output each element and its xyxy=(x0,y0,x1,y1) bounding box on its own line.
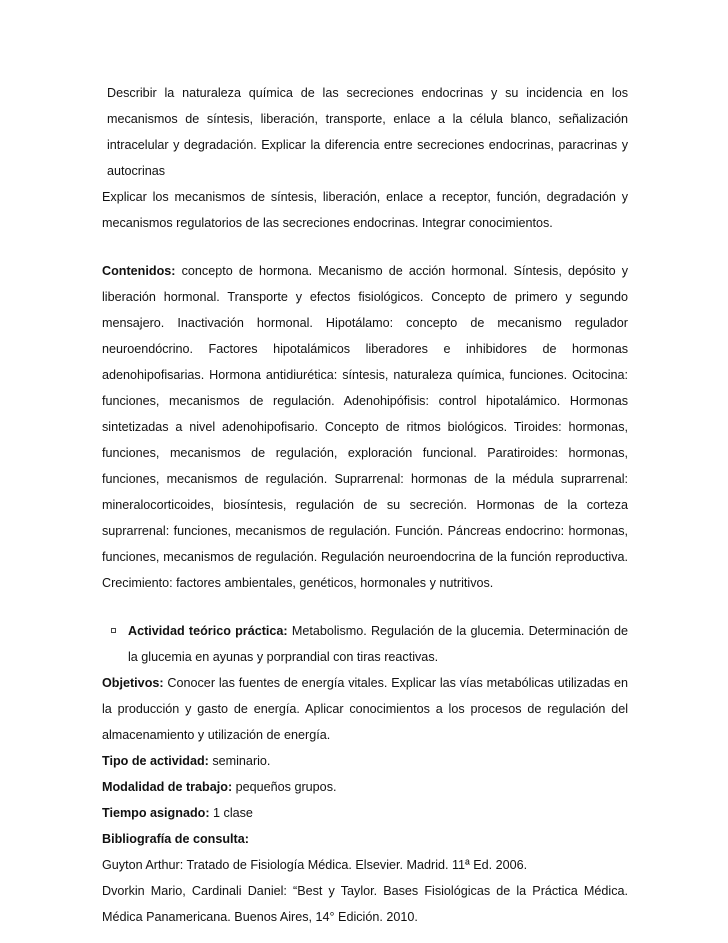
tiempo-label: Tiempo asignado: xyxy=(102,806,210,820)
modalidad-value: pequeños grupos. xyxy=(232,780,337,794)
actividad-text: Metabolismo. Regulación de la glucemia. Determinación de la glucemia en ayunas y porprandial con tiras reactivas. xyxy=(128,624,629,664)
document-page xyxy=(102,80,628,930)
objetivos-label: Objetivos: xyxy=(102,676,164,690)
spacer xyxy=(102,596,628,618)
tiempo-line xyxy=(102,800,628,826)
objetivos-paragraph xyxy=(102,670,628,748)
tiempo-value: 1 clase xyxy=(209,806,253,820)
objetivos-text: Conocer las fuentes de energía vitales. Explicar las vías metabólicas utilizadas en la producción y gasto de energía. Aplicar conocimientos a los procesos de regulación del almacenamiento y utilización de energía. xyxy=(102,676,628,742)
contenidos-paragraph xyxy=(102,258,628,596)
actividad-paragraph xyxy=(102,618,628,670)
intro-paragraph-1: Describir la naturaleza química de las secreciones endocrinas y su incidencia en los mecanismos de síntesis, liberación, transporte, enlace a la célula blanco, señalización intracelular y degradación. Explicar la diferencia entre secreciones endocrinas, paracrinas y autocrinas xyxy=(107,86,628,178)
tipo-actividad-value: seminario. xyxy=(208,754,271,768)
tipo-actividad-label: Tipo de actividad: xyxy=(102,754,209,768)
intro-paragraph-2: Explicar los mecanismos de síntesis, liberación, enlace a receptor, función, degradación y mecanismos regulatorios de las secreciones endocrinas. Integrar conocimientos. xyxy=(102,190,628,230)
contenidos-label: Contenidos: xyxy=(102,264,176,278)
square-bullet-icon xyxy=(111,628,116,633)
spacer xyxy=(102,236,628,258)
tipo-actividad-line xyxy=(102,748,628,774)
bibliografia-ref-1: Guyton Arthur: Tratado de Fisiología Médica. Elsevier. Madrid. 11ª Ed. 2006. xyxy=(102,858,528,872)
bibliografia-ref-2: Dvorkin Mario, Cardinali Daniel: “Best y Taylor. Bases Fisiológicas de la Práctica Médica. Médica Panamericana. Buenos Aires, 14° Edición. 2010. xyxy=(102,884,628,924)
actividad-label: Actividad teórico práctica: xyxy=(128,624,288,638)
bibliografia-heading xyxy=(102,826,628,852)
contenidos-text: concepto de hormona. Mecanismo de acción hormonal. Síntesis, depósito y liberación hormonal. Transporte y efectos fisiológicos. Concepto de primero y segundo mensajero. Inactivación hormonal. Hipotálamo: concepto de mecanismo regulador neuroendócrino. Factores hipotalámicos liberadores e inhibidores de hormonas adenohipofisarias. Hormona antidiurética: síntesis, naturaleza química, funciones. Ocitocina: funciones, mecanismos de regulación. Adenohipófisis: control hipotalámico. Hormonas sintetizadas a nivel adenohipofisario. Concepto de ritmos biológicos. Tiroides: hormonas, funciones, mecanismos de regulación, exploración funcional. Paratiroides: hormonas, funciones, mecanismos de regulación. Suprarrenal: hormonas de la médula suprarrenal: mineralocorticoides, biosíntesis, regulación de su secreción. Hormonas de la corteza suprarrenal: funciones, mecanismos de regulación. Función. Páncreas endocrino: hormonas, funciones, mecanismos de regulación. Regulación neuroendocrina de la función reproductiva. Crecimiento: factores ambientales, genéticos, hormonales y nutritivos. xyxy=(102,264,628,590)
modalidad-line xyxy=(102,774,628,800)
bibliografia-label: Bibliografía de consulta: xyxy=(102,832,249,846)
modalidad-label: Modalidad de trabajo: xyxy=(102,780,233,794)
